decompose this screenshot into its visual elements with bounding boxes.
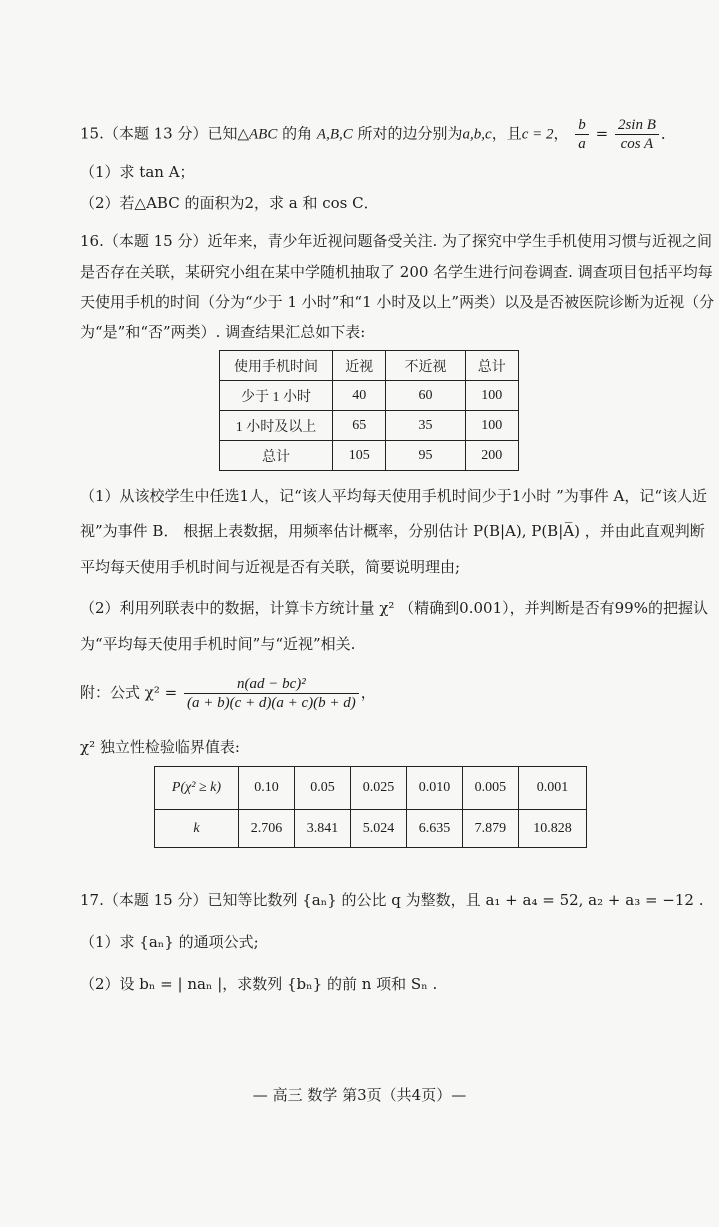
table-header-row: [220, 351, 519, 381]
frac-den: cos A: [620, 136, 654, 152]
table-cell: 65: [333, 411, 386, 441]
table-cell: 0.010: [406, 767, 462, 810]
frac-den: a: [578, 136, 586, 152]
q17-part2: （2）设 bₙ = | naₙ |，求数列 {bₙ} 的前 n 项和 Sₙ .: [80, 975, 438, 993]
table-row: [220, 441, 519, 471]
table-header: k: [155, 810, 239, 848]
q15-line1: [80, 116, 676, 153]
q16-line3: 天使用手机的时间（分为“少于 1 小时”和“1 小时及以上”两类）以及是否被医院诊断为近视（分: [80, 293, 715, 311]
formula-frac: [184, 675, 359, 712]
q15-part2: （2）若△ABC 的面积为2，求 a 和 cos C．: [80, 194, 379, 212]
frac-den: (a + b)(c + d)(a + c)(b + d): [187, 695, 356, 711]
table-cell: 10.828: [518, 810, 586, 848]
table-cell: 0.025: [350, 767, 406, 810]
q16-line1: 16.（本题 15 分）近年来，青少年近视问题备受关注. 为了探究中学生手机使用习惯与近视之间: [80, 232, 713, 250]
table-cell: 少于 1 小时: [220, 381, 333, 411]
table-cell: 100: [465, 381, 518, 411]
table-cell: 40: [333, 381, 386, 411]
q16-sub1-line1: （1）从该校学生中任选1人，记“该人平均每天使用手机时间少于1小时 ”为事件 A，记“该人近: [80, 487, 708, 505]
table-cell: 总计: [220, 441, 333, 471]
q15-frac-right: [615, 116, 659, 153]
q15-text: 的角: [277, 124, 317, 143]
q15-c-value: c = 2: [521, 126, 554, 143]
q15-text: 所对的边分别为: [352, 124, 463, 143]
q16-sub1-line3: 平均每天使用手机时间与近视是否有关联，简要说明理由;: [80, 558, 461, 576]
q16-sub1-line2: 视”为事件 B． 根据上表数据，用频率估计概率，分别估计 P(B|A), P(B|A̅) ，并由此直观判断: [80, 522, 705, 540]
table-cell: 0.10: [239, 767, 295, 810]
table-cell: 60: [386, 381, 465, 411]
q16-line4: 为“是”和“否”两类）. 调查结果汇总如下表:: [80, 323, 366, 341]
q15-head: 15.（本题 13 分）已知△: [80, 124, 250, 143]
page-footer: — 高三 数学 第3页（共4页）—: [252, 1086, 467, 1104]
frac-num: 2sin B: [615, 116, 659, 135]
table-row: [220, 411, 519, 441]
contingency-table: [219, 350, 519, 471]
equals-sign: =: [595, 124, 609, 143]
table-cell: 200: [465, 441, 518, 471]
frac-num: n(ad − bc)²: [184, 675, 359, 694]
q15-angles: A,B,C: [316, 126, 353, 143]
q17-line1: 17.（本题 15 分）已知等比数列 {aₙ} 的公比 q 为整数，且 a₁ + a₄ = 52, a₂ + a₃ = −12 .: [80, 891, 704, 909]
table-cell: 7.879: [462, 810, 518, 848]
table-cell: 0.05: [294, 767, 350, 810]
q17-part1: （1）求 {aₙ} 的通项公式;: [80, 933, 259, 951]
q16-line2: 是否存在关联，某研究小组在某中学随机抽取了 200 名学生进行问卷调查. 调查项目包括平均每: [80, 263, 713, 281]
table-cell: 2.706: [239, 810, 295, 848]
q15-triangle: ABC: [249, 126, 278, 143]
q15-part1: （1）求 tan A；: [80, 163, 195, 181]
formula-label: 附：公式 χ² =: [80, 683, 178, 702]
table-header: 近视: [333, 351, 386, 381]
table-header: 不近视: [386, 351, 465, 381]
table-cell: 95: [386, 441, 465, 471]
table-cell: 0.005: [462, 767, 518, 810]
critical-value-table: [154, 766, 587, 848]
q15-frac-left: [575, 116, 589, 153]
table-cell: 1 小时及以上: [220, 411, 333, 441]
table-cell: 35: [386, 411, 465, 441]
table-cell: 0.001: [518, 767, 586, 810]
table-row: [155, 767, 587, 810]
q16-sub2-line2: 为“平均每天使用手机时间”与“近视”相关.: [80, 635, 356, 653]
table-cell: 3.841: [294, 810, 350, 848]
table-cell: 105: [333, 441, 386, 471]
table-header: 总计: [465, 351, 518, 381]
period: ．: [660, 124, 676, 143]
table-cell: 5.024: [350, 810, 406, 848]
chi-square-formula: [80, 675, 669, 712]
q16-sub2-line1: （2）利用列联表中的数据，计算卡方统计量 χ² （精确到0.001），并判断是否有99%的把握认: [80, 599, 708, 617]
table-row: [155, 810, 587, 848]
table-header: P(χ² ≥ k): [155, 767, 239, 810]
table-header: 使用手机时间: [220, 351, 333, 381]
table-row: [220, 381, 519, 411]
q15-text: ，: [553, 124, 569, 143]
frac-num: b: [575, 116, 589, 135]
critical-table-title: χ² 独立性检验临界值表:: [80, 738, 240, 756]
table-cell: 6.635: [406, 810, 462, 848]
comma: ，: [360, 683, 376, 702]
q15-sides: a,b,c: [462, 126, 492, 143]
table-cell: 100: [465, 411, 518, 441]
q15-text: ，且: [491, 124, 522, 143]
